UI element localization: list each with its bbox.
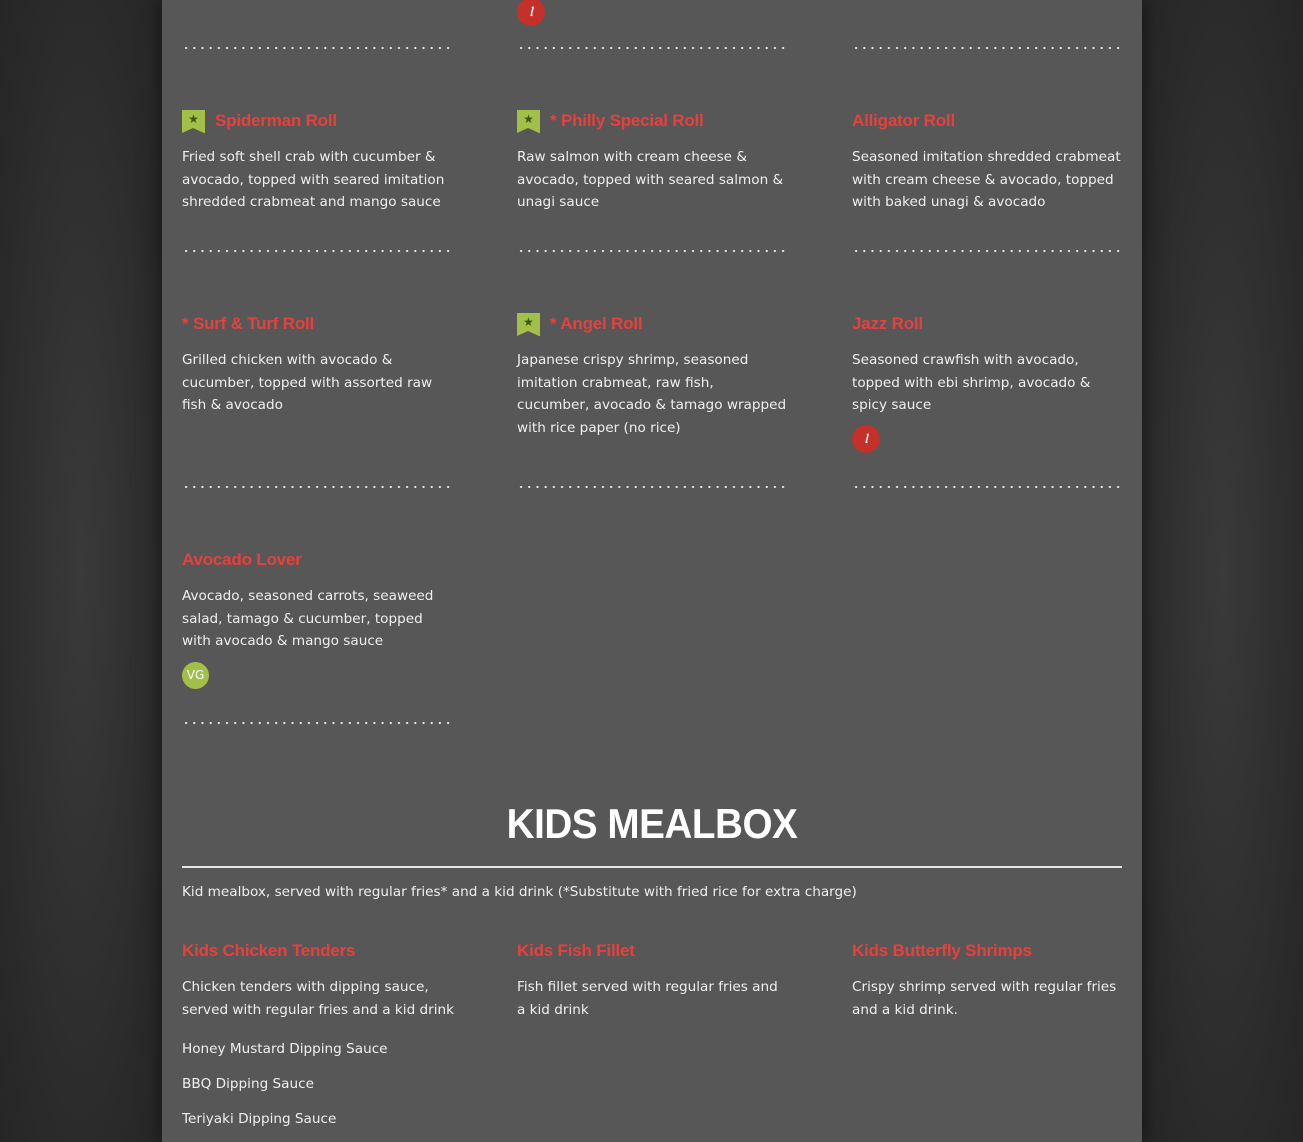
menu-item[interactable] — [852, 109, 1124, 214]
dotted-divider — [852, 46, 1122, 50]
item-description: Seasoned imitation shredded crabmeat with cream cheese & avocado, topped with baked unagi & avocado — [852, 149, 1121, 210]
menu-item[interactable] — [517, 312, 789, 439]
section-title: KIDS MEALBOX — [506, 800, 798, 847]
chili-icon: Ⲓ — [852, 425, 880, 453]
star-icon: ★ — [517, 110, 540, 133]
sauce-option[interactable]: Honey Mustard Dipping Sauce — [182, 1041, 388, 1057]
dotted-divider — [182, 46, 452, 50]
dotted-divider — [182, 249, 452, 253]
sauce-option[interactable]: BBQ Dipping Sauce — [182, 1076, 314, 1092]
dotted-divider — [182, 721, 452, 725]
item-title: * Philly Special Roll — [550, 111, 704, 130]
dotted-divider — [517, 46, 787, 50]
item-title: Kids Fish Fillet — [517, 941, 635, 960]
menu-item[interactable] — [182, 548, 454, 689]
item-title: Avocado Lover — [182, 550, 302, 569]
section-description: Kid mealbox, served with regular fries* and a kid drink (*Substitute with fried rice for extra charge) — [182, 884, 857, 900]
star-icon: ★ — [517, 313, 540, 336]
menu-item[interactable] — [182, 939, 454, 1021]
vegan-badge: VG — [182, 662, 209, 689]
item-description: Raw salmon with cream cheese & avocado, topped with seared salmon & unagi sauce — [517, 149, 784, 210]
item-title: Spiderman Roll — [215, 111, 337, 130]
dotted-divider — [852, 249, 1122, 253]
item-title: Kids Chicken Tenders — [182, 941, 356, 960]
item-title: * Angel Roll — [550, 314, 643, 333]
menu-item[interactable] — [852, 939, 1124, 1021]
item-description: Crispy shrimp served with regular fries and a kid drink. — [852, 979, 1117, 1018]
item-description: Chicken tenders with dipping sauce, served with regular fries and a kid drink — [182, 979, 455, 1018]
menu-item[interactable] — [182, 312, 454, 417]
menu-panel — [162, 0, 1142, 1142]
item-description: Fish fillet served with regular fries and a kid drink — [517, 979, 778, 1018]
dotted-divider — [517, 485, 787, 489]
menu-item[interactable] — [517, 939, 789, 1021]
chili-icon: Ⲓ — [517, 0, 545, 26]
page-background-right — [1142, 0, 1303, 1142]
menu-item[interactable] — [182, 109, 454, 214]
menu-item[interactable] — [517, 109, 789, 214]
item-description: Grilled chicken with avocado & cucumber, topped with assorted raw fish & avocado — [182, 352, 433, 413]
dotted-divider — [852, 485, 1122, 489]
item-description: Japanese crispy shrimp, seasoned imitation crabmeat, raw fish, cucumber, avocado & tamago wrapped with rice paper (no rice) — [517, 352, 787, 436]
item-description: Avocado, seasoned carrots, seaweed salad, tamago & cucumber, topped with avocado & mango sauce — [182, 588, 434, 649]
dotted-divider — [182, 485, 452, 489]
page-background-left — [0, 0, 162, 1142]
star-icon: ★ — [182, 110, 205, 133]
item-title: Alligator Roll — [852, 111, 955, 130]
item-description: Fried soft shell crab with cucumber & avocado, topped with seared imitation shredded crabmeat and mango sauce — [182, 149, 445, 210]
menu-item[interactable] — [852, 312, 1124, 453]
section-rule — [182, 866, 1122, 868]
item-title: Kids Butterfly Shrimps — [852, 941, 1032, 960]
item-title: * Surf & Turf Roll — [182, 314, 315, 333]
item-title: Jazz Roll — [852, 314, 923, 333]
item-description: Seasoned crawfish with avocado, topped with ebi shrimp, avocado & spicy sauce — [852, 352, 1091, 413]
sauce-option[interactable]: Teriyaki Dipping Sauce — [182, 1111, 337, 1127]
dotted-divider — [517, 249, 787, 253]
